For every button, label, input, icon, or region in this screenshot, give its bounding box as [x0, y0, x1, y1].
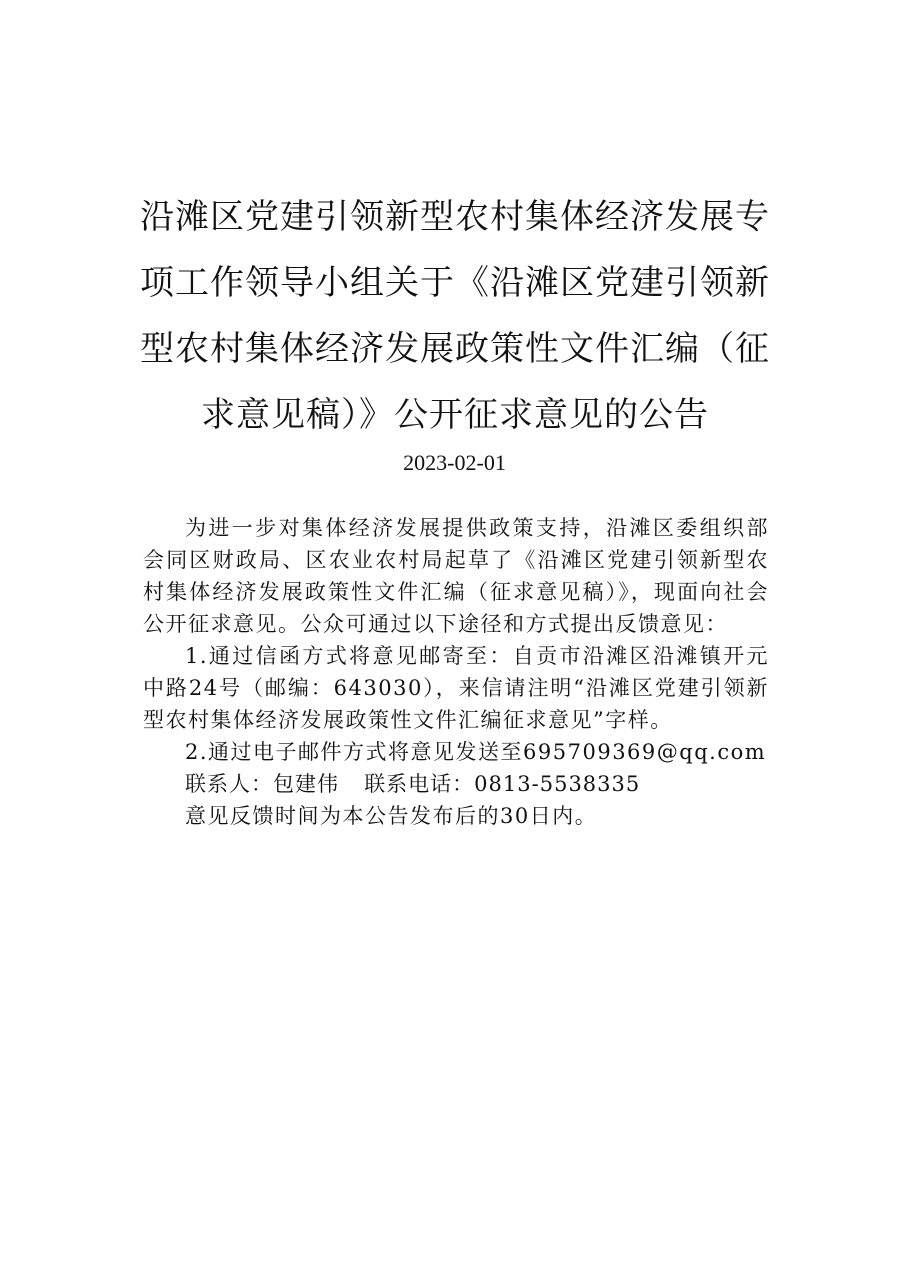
- document-title: 沿滩区党建引领新型农村集体经济发展专项工作领导小组关于《沿滩区党建引领新型农村集体经济发展政策性文件汇编（征求意见稿）》公开征求意见的公告: [140, 197, 770, 435]
- contact-person: 联系人：包建伟: [185, 772, 339, 796]
- contact-paragraph: [143, 768, 769, 800]
- email-instruction-paragraph: 2.通过电子邮件方式将意见发送至695709369@qq.com: [185, 740, 767, 764]
- deadline-paragraph: 意见反馈时间为本公告发布后的30日内。: [185, 804, 598, 828]
- publish-date: 2023-02-01: [403, 450, 506, 475]
- intro-paragraph: 为进一步对集体经济发展提供政策支持，沿滩区委组织部会同区财政局、区农业农村局起草了《沿滩区党建引领新型农村集体经济发展政策性文件汇编（征求意见稿）》，现面向社会公开征求意见。公众可通过以下途径和方式提出反馈意见：: [143, 516, 769, 636]
- mail-instruction-paragraph: 1.通过信函方式将意见邮寄至：自贡市沿滩区沿滩镇开元中路24号（邮编：643030），来信请注明“沿滩区党建引领新型农村集体经济发展政策性文件汇编征求意见”字样。: [143, 644, 769, 732]
- document-body: [143, 512, 769, 832]
- contact-phone: 联系电话：0813-5538335: [364, 772, 641, 796]
